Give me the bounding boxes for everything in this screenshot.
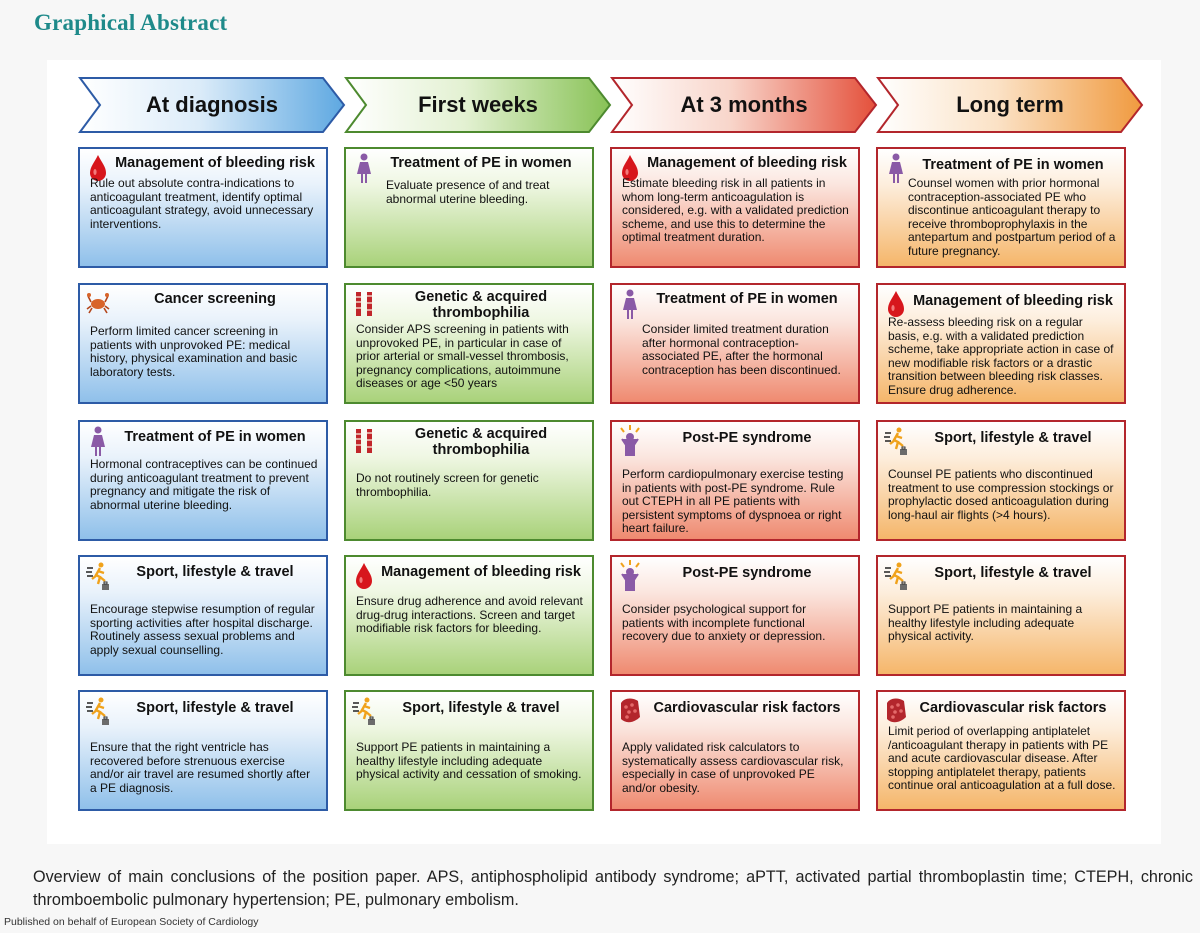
blood-vessel-icon [884, 695, 908, 727]
card-at-diagnosis-pe-in-women [78, 420, 328, 541]
column-header-first-weeks [344, 76, 612, 134]
card-text: Perform cardiopulmonary exercise testing in patients with post-PE syndrome. Rule out CTEPH in all PE patients with persistent symptoms of dyspnoea or right heart failure. [622, 467, 844, 536]
column-label: First weeks [418, 92, 538, 117]
card-title: Post-PE syndrome [682, 565, 812, 581]
card-title: Post-PE syndrome [682, 430, 812, 446]
abstract-panel [47, 60, 1161, 844]
card-title: Cancer screening [154, 291, 276, 307]
card-at-diagnosis-sport-lifestyle [78, 555, 328, 676]
blood-drop-icon [352, 560, 376, 592]
woman-icon [884, 152, 908, 184]
column-header-at-diagnosis [78, 76, 346, 134]
card-at-diagnosis-cancer-screening [78, 283, 328, 404]
column-header-at-3-months [610, 76, 878, 134]
card-text: Limit period of overlapping antiplatelet /anticoagulant therapy in patients with PE and acute cardiovascular disease. After stopping antiplatelet therapy, patients continue oral anticoagulation at a full dose. [888, 724, 1116, 793]
blood-vessel-icon [618, 695, 642, 727]
card-title: Treatment of PE in women [922, 157, 1104, 173]
card-long-term-bleeding-risk [876, 283, 1126, 404]
card-text: Hormonal contraceptives can be continued during anticoagulant treatment to prevent pregnancy and mitigate the risk of abnormal uterine bleeding. [90, 457, 318, 512]
column-header-long-term [876, 76, 1144, 134]
card-text: Evaluate presence of and treat abnormal uterine bleeding. [386, 178, 550, 206]
publisher-note: Published on behalf of European Society of Cardiology [4, 916, 259, 928]
card-title: Management of bleeding risk [647, 155, 847, 171]
card-text: Ensure that the right ventricle has recovered before strenuous exercise and/or air travel are resumed shortly after a PE diagnosis. [90, 740, 311, 795]
card-text: Consider limited treatment duration after hormonal contraception-associated PE, after the hormonal contraception has been discontinued. [642, 322, 841, 377]
card-first-weeks-thrombophilia-aps [344, 283, 594, 404]
woman-icon [618, 288, 642, 320]
woman-icon [352, 152, 376, 184]
figure-caption: Overview of main conclusions of the position paper. APS, antiphospholipid antibody syndrome; aPTT, activated partial thromboplastin time; CTEPH, chronic thromboembolic pulmonary hypertension; PE, pulmonary embolism. [33, 868, 1193, 909]
card-title: Management of bleeding risk [115, 155, 315, 171]
runner-suitcase-icon [86, 695, 110, 727]
card-title: Genetic & acquired thrombophilia [414, 426, 548, 458]
card-text: Support PE patients in maintaining a healthy lifestyle including adequate physical activity and cessation of smoking. [356, 740, 582, 782]
runner-suitcase-icon [352, 695, 376, 727]
card-title: Sport, lifestyle & travel [934, 565, 1092, 581]
card-text: Perform limited cancer screening in patients with unprovoked PE: medical history, physical examination and basic laboratory tests. [90, 324, 298, 379]
card-title: Management of bleeding risk [381, 564, 581, 580]
card-long-term-sport-lifestyle-travel [876, 420, 1126, 541]
crab-icon [86, 288, 110, 320]
card-first-weeks-thrombophilia-genetic [344, 420, 594, 541]
card-text: Do not routinely screen for genetic thrombophilia. [356, 471, 539, 499]
card-3-months-post-pe-exercise [610, 420, 860, 541]
card-title: Management of bleeding risk [913, 293, 1113, 309]
card-text: Re-assess bleeding risk on a regular basis, e.g. with a validated prediction scheme, take appropriate action in case of new modifiable risk factors or a drastic transition between bleeding risk classes. Ensure drug adherence. [888, 315, 1114, 397]
column-label: At diagnosis [145, 92, 278, 117]
card-text: Estimate bleeding risk in all patients in whom long-term anticoagulation is considered, e.g. with a validated prediction scheme, and use this to determine the optimal treatment duration. [622, 176, 849, 245]
chromosome-icon [352, 425, 376, 457]
card-title: Genetic & acquired thrombophilia [414, 289, 548, 321]
card-text: Support PE patients in maintaining a healthy lifestyle including adequate physical activity. [888, 602, 1083, 644]
column-label: Long term [956, 92, 1064, 117]
card-title: Cardiovascular risk factors [919, 700, 1107, 716]
card-text: Consider APS screening in patients with unprovoked PE, in particular in case of prior arterial or small-vessel thrombosis, pregnancy complications, autoimmune diseases or age <50 years [356, 322, 569, 391]
distressed-person-icon [618, 560, 642, 592]
card-title: Sport, lifestyle & travel [136, 700, 294, 716]
card-at-diagnosis-bleeding-risk [78, 147, 328, 268]
runner-suitcase-icon [86, 560, 110, 592]
runner-suitcase-icon [884, 560, 908, 592]
card-long-term-cardiovascular-risk [876, 690, 1126, 811]
card-title: Sport, lifestyle & travel [402, 700, 560, 716]
card-at-diagnosis-sport-lifestyle-2 [78, 690, 328, 811]
card-first-weeks-bleeding-risk [344, 555, 594, 676]
card-text: Ensure drug adherence and avoid relevant drug-drug interactions. Screen and target modifiable risk factors for bleeding. [356, 594, 583, 636]
card-title: Treatment of PE in women [656, 291, 838, 307]
card-text: Counsel women with prior hormonal contraception-associated PE who discontinue anticoagulant therapy to receive thromboprophylaxis in the antepartum and postpartum period of a future pregnancy. [908, 176, 1116, 258]
column-label: At 3 months [680, 92, 808, 117]
card-first-weeks-sport-lifestyle [344, 690, 594, 811]
card-3-months-post-pe-psychological [610, 555, 860, 676]
card-title: Treatment of PE in women [390, 155, 572, 171]
card-title: Sport, lifestyle & travel [934, 430, 1092, 446]
distressed-person-icon [618, 425, 642, 457]
chromosome-icon [352, 288, 376, 320]
card-text: Apply validated risk calculators to systematically assess cardiovascular risk, especially in case of unprovoked PE and/or obesity. [622, 740, 844, 795]
card-first-weeks-pe-in-women [344, 147, 594, 268]
card-text: Consider psychological support for patients with incomplete functional recovery due to anxiety or depression. [622, 602, 826, 644]
card-3-months-pe-in-women [610, 283, 860, 404]
card-long-term-pe-in-women [876, 147, 1126, 268]
card-title: Treatment of PE in women [124, 429, 306, 445]
card-title: Sport, lifestyle & travel [136, 564, 294, 580]
runner-suitcase-icon [884, 425, 908, 457]
card-title: Cardiovascular risk factors [653, 700, 841, 716]
card-3-months-bleeding-risk [610, 147, 860, 268]
card-text: Encourage stepwise resumption of regular sporting activities after hospital discharge. Routinely assess sexual problems and apply sexual counselling. [90, 602, 315, 657]
card-long-term-sport-lifestyle [876, 555, 1126, 676]
card-text: Counsel PE patients who discontinued treatment to use compression stockings or prophylactic dosed anticoagulation during long-haul air flights (>4 hours). [888, 467, 1114, 522]
woman-icon [86, 425, 110, 457]
graphical-abstract-heading: Graphical Abstract [34, 10, 228, 35]
card-3-months-cardiovascular-risk [610, 690, 860, 811]
card-text: Rule out absolute contra-indications to anticoagulant treatment, identify optimal anticoagulant strategy, avoid unnecessary interventions. [90, 176, 314, 231]
